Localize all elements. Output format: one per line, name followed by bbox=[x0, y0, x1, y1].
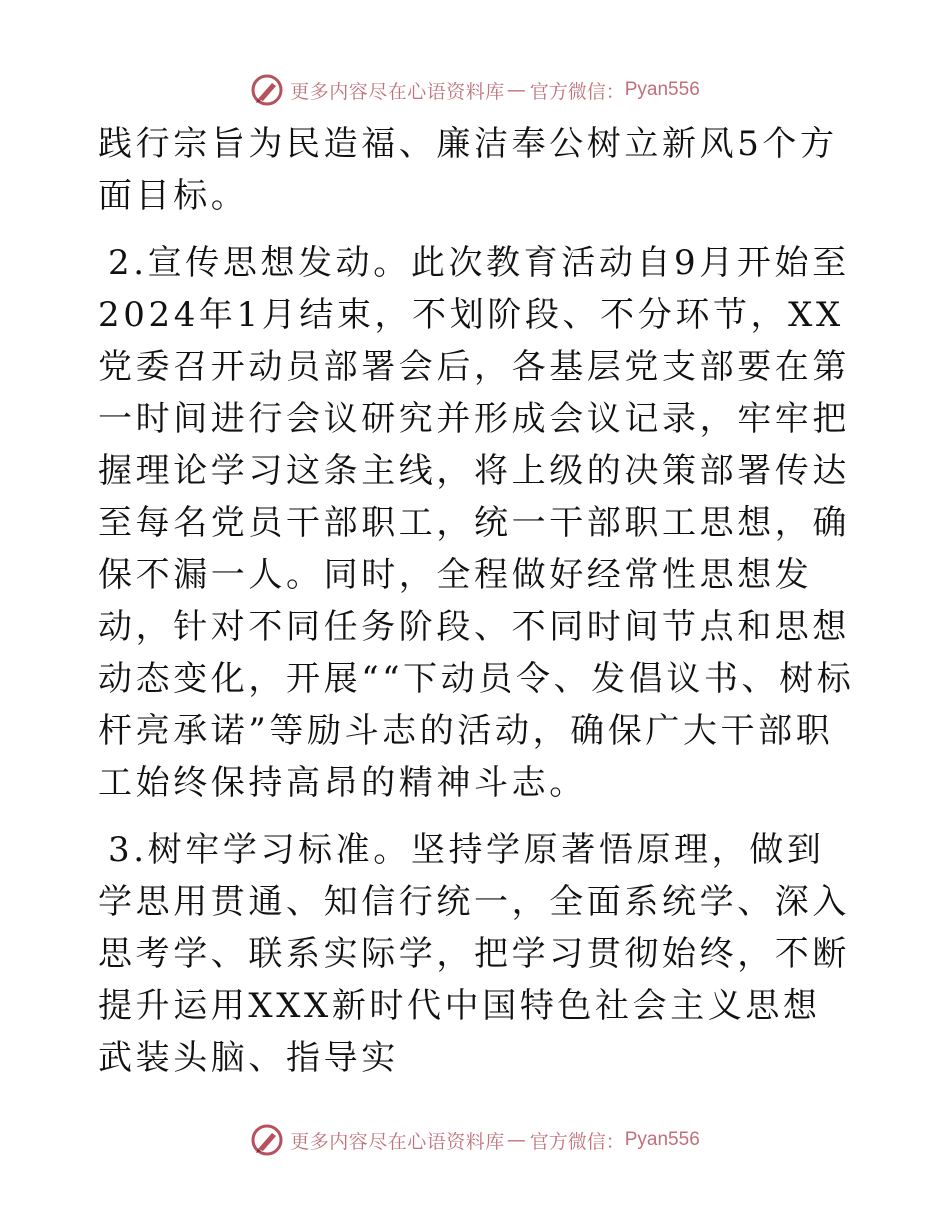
watermark-wechat-id: Pyan556 bbox=[624, 79, 700, 100]
watermark-text: 更多内容尽在心语资料库 bbox=[290, 1130, 505, 1153]
watermark-separator: — bbox=[506, 79, 526, 101]
pen-logo-icon bbox=[250, 73, 284, 107]
watermark-text: 更多内容尽在心语资料库 bbox=[290, 80, 505, 103]
pen-logo-icon bbox=[250, 1123, 284, 1157]
footer-watermark bbox=[0, 1120, 950, 1160]
header-watermark bbox=[0, 70, 950, 110]
watermark-wechat-id: Pyan556 bbox=[624, 1129, 700, 1150]
watermark-label: 官方微信： bbox=[529, 1130, 625, 1153]
document-body bbox=[98, 118, 858, 1084]
paragraph-item-2: 2.宣传思想发动。此次教育活动自9月开始至2024年1月结束，不划阶段、不分环节，XX党委召开动员部署会后，各基层党支部要在第一时间进行会议研究并形成会议记录，牢牢把握理论学习这条主线，将上级的决策部署传达至每名党员干部职工，统一干部职工思想，确保不漏一人。同时，全程做好经常性思想发动，针对不同任务阶段、不同时间节点和思想动态变化，开展““下动员令、发倡议书、树标杆亮承诺”等励斗志的活动，确保广大干部职工始终保持高昂的精神斗志。 bbox=[98, 243, 855, 803]
watermark-label: 官方微信： bbox=[529, 80, 625, 103]
paragraph-continuation: 践行宗旨为民造福、廉洁奉公树立新风5个方面目标。 bbox=[98, 124, 838, 216]
paragraph-item-3: 3.树牢学习标准。坚持学原著悟原理，做到学思用贯通、知信行统一，全面系统学、深入思考学、联系实际学，把学习贯彻始终，不断提升运用XXX新时代中国特色社会主义思想武装头脑、指导实 bbox=[98, 830, 850, 1078]
watermark-separator: — bbox=[506, 1129, 526, 1151]
